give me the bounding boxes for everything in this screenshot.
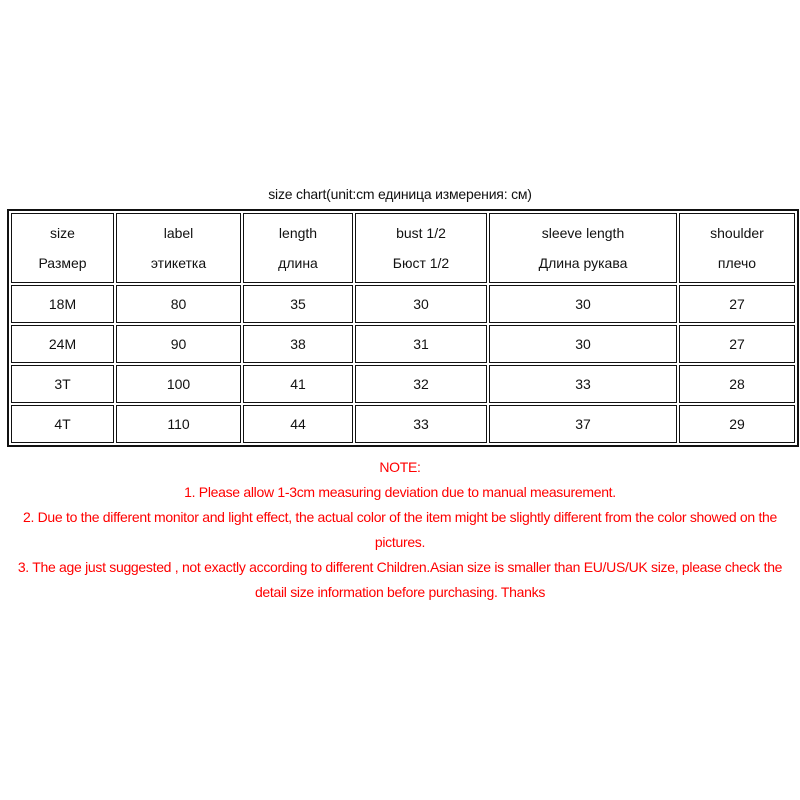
cell-shoulder: 29: [679, 405, 795, 443]
cell-sleeve-length: 30: [489, 325, 677, 363]
header-cell-size: [11, 213, 114, 283]
header-label-en: bust 1/2: [396, 225, 446, 241]
cell-length: 38: [243, 325, 353, 363]
cell-size: 18M: [11, 285, 114, 323]
header-label-ru: этикетка: [150, 255, 207, 271]
table-row: [11, 325, 795, 363]
header-label-en: shoulder: [710, 225, 764, 241]
header-label-ru: длина: [278, 255, 318, 271]
cell-size: 3T: [11, 365, 114, 403]
cell-length: 35: [243, 285, 353, 323]
chart-title: size chart(unit:cm единица измерения: см): [268, 186, 532, 202]
header-cell-shoulder: [679, 213, 795, 283]
cell-label: 80: [116, 285, 241, 323]
cell-bust: 30: [355, 285, 487, 323]
table-header-row: [11, 213, 795, 283]
cell-label: 90: [116, 325, 241, 363]
cell-bust: 32: [355, 365, 487, 403]
note-item: 2. Due to the different monitor and light effect, the actual color of the item might be slightly different from the color showed on the pictures.: [22, 509, 778, 550]
cell-shoulder: 27: [679, 325, 795, 363]
cell-length: 44: [243, 405, 353, 443]
note-heading: NOTE:: [379, 459, 421, 475]
header-label-en: size: [50, 225, 75, 241]
table-row: [11, 365, 795, 403]
cell-label: 110: [116, 405, 241, 443]
cell-size: 24M: [11, 325, 114, 363]
header-label-en: length: [278, 225, 318, 241]
header-cell-sleeve-length: [489, 213, 677, 283]
notes-section: [0, 455, 800, 605]
cell-shoulder: 27: [679, 285, 795, 323]
header-label-ru: Длина рукава: [538, 255, 628, 271]
header-label-en: label: [163, 225, 194, 241]
note-item: 1. Please allow 1-3cm measuring deviation due to manual measurement.: [184, 484, 616, 500]
cell-length: 41: [243, 365, 353, 403]
cell-sleeve-length: 37: [489, 405, 677, 443]
size-table: [7, 209, 799, 447]
table-row: [11, 285, 795, 323]
header-cell-bust: [355, 213, 487, 283]
cell-bust: 33: [355, 405, 487, 443]
cell-bust: 31: [355, 325, 487, 363]
header-label-en: sleeve length: [541, 225, 625, 241]
header-cell-label: [116, 213, 241, 283]
cell-label: 100: [116, 365, 241, 403]
header-label-ru: Размер: [38, 255, 87, 271]
cell-sleeve-length: 33: [489, 365, 677, 403]
note-item: 3. The age just suggested , not exactly according to different Children.Asian size is smaller than EU/US/UK size, please check the detail size information before purchasing. Thanks: [17, 559, 783, 600]
table-row: [11, 405, 795, 443]
header-cell-length: [243, 213, 353, 283]
cell-size: 4T: [11, 405, 114, 443]
cell-sleeve-length: 30: [489, 285, 677, 323]
header-label-ru: Бюст 1/2: [392, 255, 450, 271]
header-label-ru: плечо: [717, 255, 757, 271]
cell-shoulder: 28: [679, 365, 795, 403]
